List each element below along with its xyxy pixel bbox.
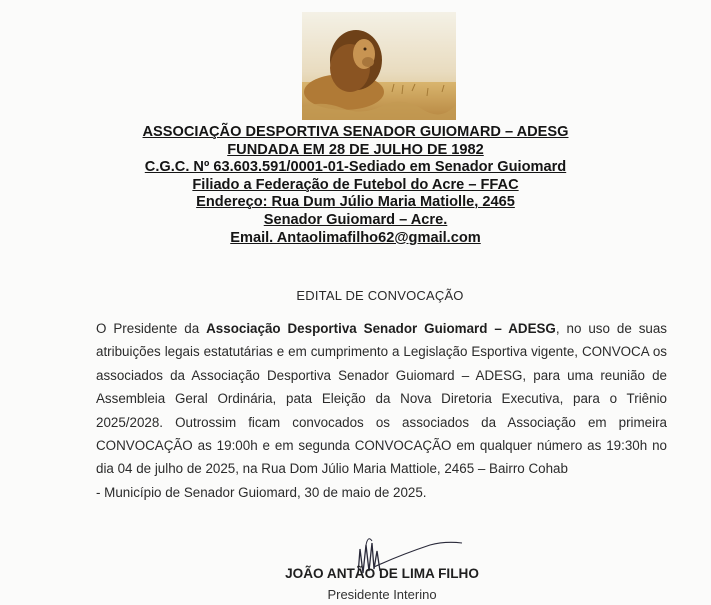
email: Email. Antaolimafilho62@gmail.com: [230, 229, 481, 246]
affiliation: Filiado a Federação de Futebol do Acre – FFAC: [192, 176, 519, 193]
cgc-number: C.G.C. Nº 63.603.591/0001-01-Sediado em Senador Guiomard: [144, 159, 567, 176]
founded-date: FUNDADA EM 28 DE JULHO DE 1982: [227, 141, 484, 158]
body-org-name: Associação Desportiva Senador Guiomard – ADESG: [206, 321, 556, 336]
org-name: ASSOCIAÇÃO DESPORTIVA SENADOR GUIOMARD – ADESG: [142, 124, 569, 140]
document-body: [96, 317, 667, 504]
signer-name: JOÃO ANTÃO DE LIMA FILHO: [285, 566, 479, 581]
letterhead: [0, 124, 711, 247]
lion-logo: [302, 12, 456, 120]
body-text: , no uso de suas atribuições legais estatutárias e em cumprimento a Legislação Esportiva vigente, CONVOCA os associados da Associação Desportiva Senador Guiomard – ADESG, para uma reunião de Assembleia Geral Ordinária, pata Eleição da Nova Diretoria Executiva, para o Triênio 2025/2028. Outrossim ficam convocados os associados da Associação em primeira CONVOCAÇÃO as 19:00h e em segunda CONVOCAÇÃO em qualquer número as 19:30h no dia 04 de julho de 2025, na Rua Dom Júlio Maria Mattiole, 2465 – Bairro Cohab: [96, 321, 667, 477]
lion-photo-icon: [302, 12, 456, 120]
signer-role: Presidente Interino: [327, 587, 437, 602]
body-paragraph: [96, 317, 667, 481]
closing-line: - Município de Senador Guiomard, 30 de maio de 2025.: [96, 484, 427, 500]
document-title: EDITAL DE CONVOCAÇÃO: [296, 288, 464, 303]
city: Senador Guiomard – Acre.: [263, 211, 448, 228]
address: Endereço: Rua Dum Júlio Maria Matiolle, 2465: [196, 194, 515, 211]
body-intro: O Presidente da: [96, 321, 207, 336]
